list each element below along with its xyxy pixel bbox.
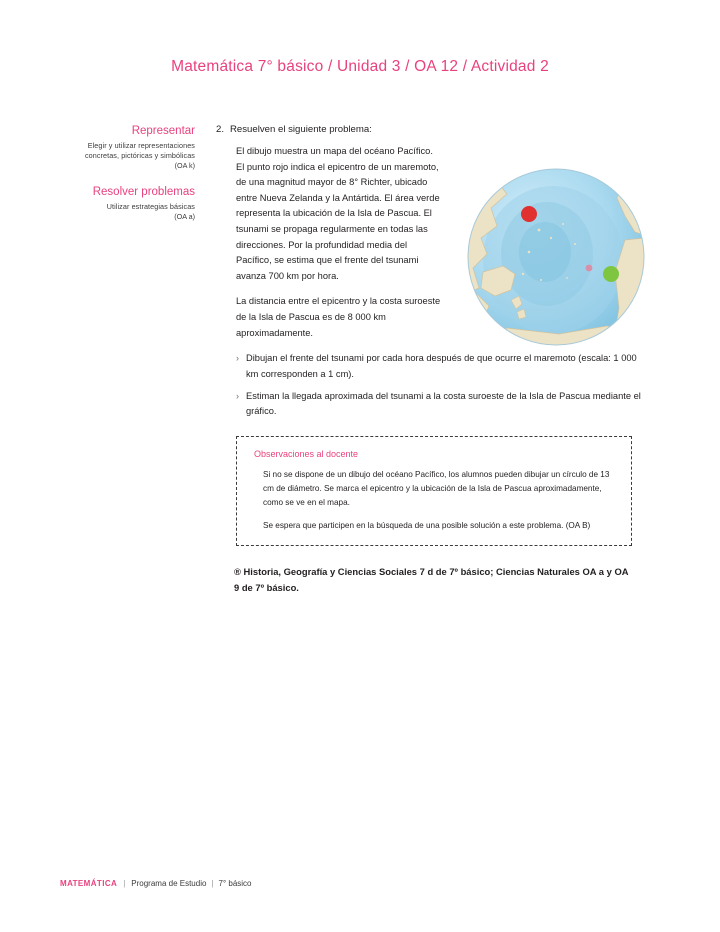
epicenter-marker (521, 206, 537, 222)
list-item (236, 351, 642, 382)
skill-code: (OA a) (174, 212, 195, 221)
list-item (236, 389, 642, 420)
skill-block-resolver-problemas (60, 185, 195, 222)
skill-code: (OA k) (174, 161, 195, 170)
sidebar-skills (60, 124, 195, 236)
footer-text: Programa de Estudio (131, 879, 207, 888)
chevron-right-icon: › (236, 390, 239, 401)
problem-body (236, 144, 641, 341)
problem-paragraph-1: El dibujo muestra un mapa del océano Pacífico. El punto rojo indica el epicentro de un maremoto, de una magnitud mayor de 8° Richter, ubicado entre Nueva Zelanda y la Antártida. El área verde representa la ubicación de la Isla de Pascua. El tsunami se propaga regularmente en todas las direcciones. Por la profundidad media del Pacífico, se estima que el frente del tsunami avanza 700 km por hora. (236, 146, 440, 281)
footer-level: 7° básico (218, 879, 252, 888)
task-list (236, 351, 642, 420)
chevron-right-icon: › (236, 353, 239, 364)
easter-island-marker (603, 266, 619, 282)
teacher-note-title: Observaciones al docente (254, 448, 359, 459)
secondary-marker (586, 265, 593, 272)
teacher-note-box (236, 436, 632, 546)
main-content (216, 124, 641, 596)
skill-description: Utilizar estrategias básicas (106, 202, 195, 211)
skill-description: Elegir y utilizar representaciones concretas, pictóricas y simbólicas (84, 141, 195, 160)
globe-svg (467, 168, 645, 346)
page-footer (60, 879, 252, 888)
task-text: Dibujan el frente del tsunami por cada hora después de que ocurre el maremoto (escala: 1 000 km corresponden a 1 cm). (246, 353, 637, 379)
footer-separator: | (123, 879, 126, 888)
problem-paragraph-2: La distancia entre el epicentro y la costa suroeste de la Isla de Pascua es de 8 000 km aproximadamente. (236, 296, 441, 338)
pacific-ocean-globe (467, 168, 645, 346)
footer-separator-2: | (211, 879, 214, 888)
question-number: 2. (216, 124, 225, 135)
teacher-note-paragraph: Se espera que participen en la búsqueda de una posible solución a este problema. (OA B) (263, 520, 591, 530)
footer-brand: MATEMÁTICA (60, 879, 118, 888)
question-text: Resuelven el siguiente problema: (230, 124, 372, 135)
skill-title: Resolver problemas (92, 186, 195, 198)
skill-title: Representar (131, 125, 195, 137)
task-text: Estiman la llegada aproximada del tsunami a la costa suroeste de la Isla de Pascua mediante el gráfico. (246, 390, 641, 417)
skill-block-representar (60, 124, 195, 171)
page-title: Matemática 7° básico / Unidad 3 / OA 12 / Actividad 2 (171, 58, 549, 75)
teacher-note-paragraph: Si no se dispone de un dibujo del océano Pacífico, los alumnos pueden dibujar un círculo de 13 cm de diámetro. Se marca el epicentro y la ubicación de la Isla de Pascua aproximadamente, como se ve en el mapa. (263, 469, 610, 507)
footnote: ® Historia, Geografía y Ciencias Sociales 7 d de 7º básico; Ciencias Naturales OA a y OA 9 de 7º básico. (234, 565, 629, 593)
question-heading (216, 124, 641, 135)
